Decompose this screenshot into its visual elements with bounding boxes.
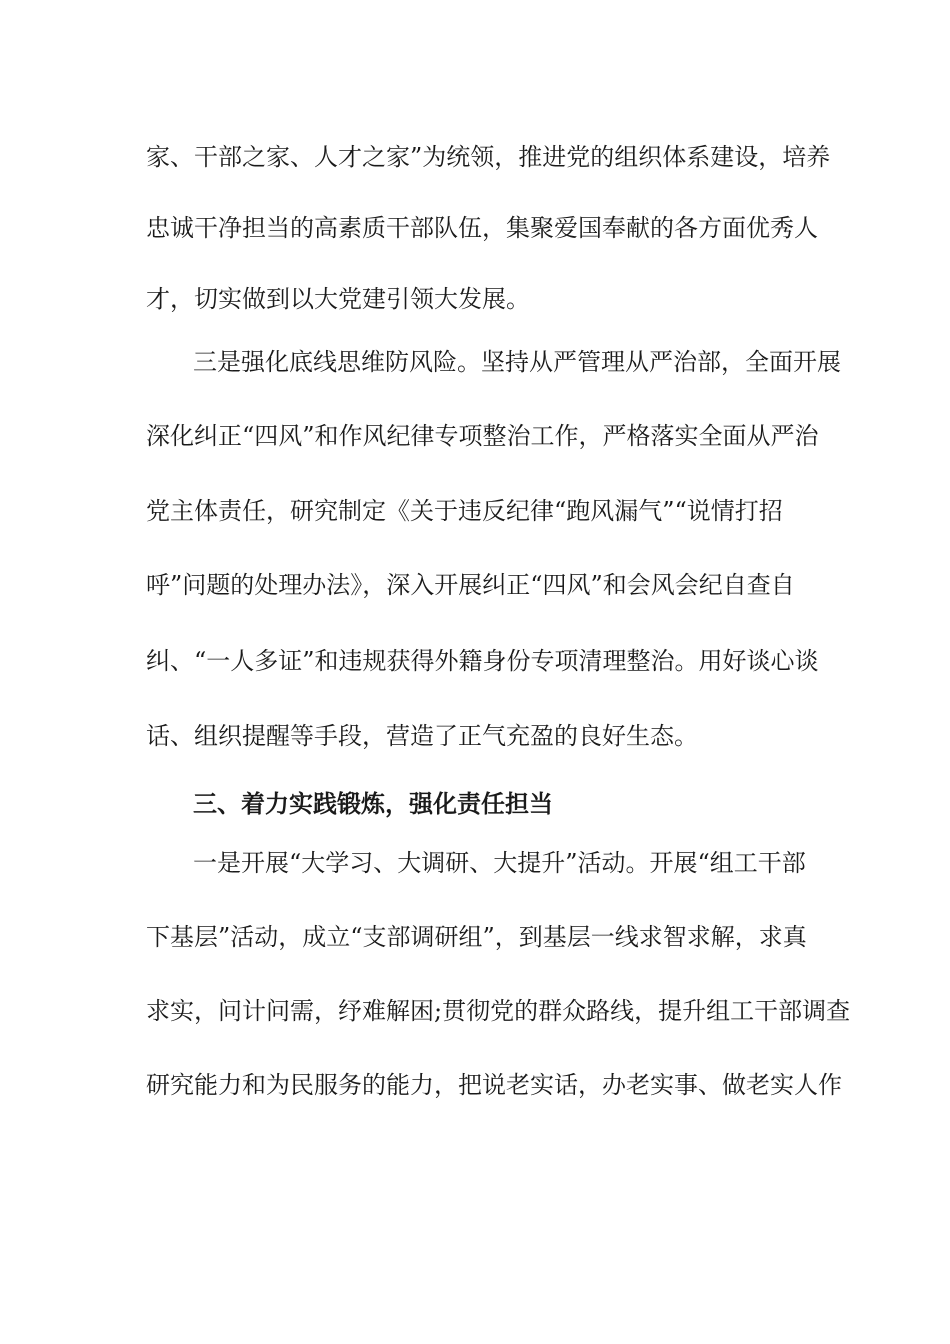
text-line: 才，切实做到以大党建引领大发展。 (146, 285, 530, 313)
text-line: 下基层”活动，成立“支部调研组”，到基层一线求智求解，求真 (146, 923, 807, 951)
text-line: 求实，问计问需，纾难解困;贯彻党的群众路线，提升组工干部调查 (146, 997, 851, 1025)
text-line: 党主体责任，研究制定《关于违反纪律“跑风漏气”“说情打招 (146, 497, 783, 525)
section-heading: 三、着力实践锻炼，强化责任担当 (193, 790, 553, 818)
text-line: 话、组织提醒等手段，营造了正气充盈的良好生态。 (146, 722, 698, 750)
text-line: 研究能力和为民服务的能力，把说老实话，办老实事、做老实人作 (146, 1071, 842, 1099)
text-line: 深化纠正“四风”和作风纪律专项整治工作，严格落实全面从严治 (146, 422, 819, 450)
paragraph-start-line: 一是开展“大学习、大调研、大提升”活动。开展“组工干部 (193, 849, 806, 877)
text-line: 家、干部之家、人才之家”为统领，推进党的组织体系建设，培养 (146, 143, 831, 171)
paragraph-start-line: 三是强化底线思维防风险。坚持从严管理从严治部，全面开展 (193, 348, 841, 376)
text-line: 纠、“一人多证”和违规获得外籍身份专项清理整治。用好谈心谈 (146, 647, 819, 675)
text-line: 忠诚干净担当的高素质干部队伍，集聚爱国奉献的各方面优秀人 (146, 214, 818, 242)
text-line: 呼”问题的处理办法》，深入开展纠正“四风”和会风会纪自查自 (146, 571, 795, 599)
